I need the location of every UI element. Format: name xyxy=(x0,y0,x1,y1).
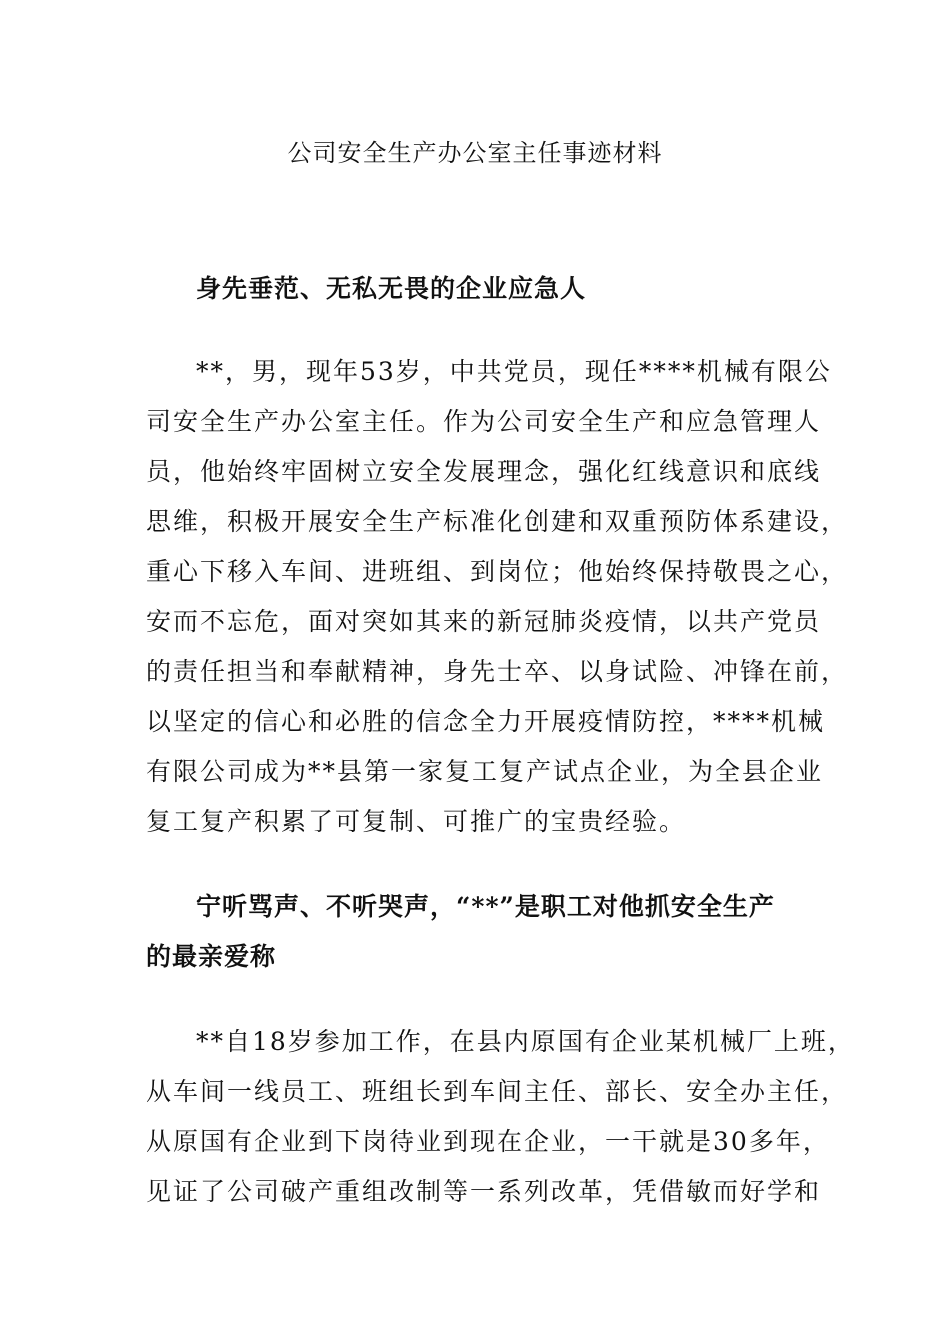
section-1-paragraph-line: 重心下移入车间、进班组、到岗位；他始终保持敬畏之心， xyxy=(146,557,849,586)
section-2-paragraph-line: **自18岁参加工作，在县内原国有企业某机械厂上班， xyxy=(196,1027,855,1056)
section-2-paragraph-line: 从原国有企业到下岗待业到现在企业，一干就是30多年， xyxy=(146,1127,830,1156)
section-1-paragraph-line: 的责任担当和奉献精神，身先士卒、以身试险、冲锋在前， xyxy=(146,657,849,686)
section-2-heading-line: 宁听骂声、不听哭声，“**”是职工对他抓安全生产 xyxy=(196,892,775,921)
section-1-paragraph-line: 以坚定的信心和必胜的信念全力开展疫情防控，****机械 xyxy=(146,707,826,736)
section-1-heading: 身先垂范、无私无畏的企业应急人 xyxy=(196,274,587,303)
section-1-paragraph-line: 有限公司成为**县第一家复工复产试点企业，为全县企业 xyxy=(146,757,824,786)
section-1-paragraph-line: 员，他始终牢固树立安全发展理念，强化红线意识和底线 xyxy=(146,457,822,486)
section-2-paragraph-line: 从车间一线员工、班组长到车间主任、部长、安全办主任， xyxy=(146,1077,849,1106)
section-1-paragraph-line: 安而不忘危，面对突如其来的新冠肺炎疫情，以共产党员 xyxy=(146,607,822,636)
section-1-paragraph-line: 思维，积极开展安全生产标准化创建和双重预防体系建设， xyxy=(146,507,849,536)
section-1-paragraph-line: 复工复产积累了可复制、可推广的宝贵经验。 xyxy=(146,807,687,836)
section-2-heading-line: 的最亲爱称 xyxy=(146,942,277,971)
document-title: 公司安全生产办公室主任事迹材料 xyxy=(287,139,663,167)
section-2-paragraph-line: 见证了公司破产重组改制等一系列改革，凭借敏而好学和 xyxy=(146,1177,822,1206)
section-1-paragraph-line: 司安全生产办公室主任。作为公司安全生产和应急管理人 xyxy=(146,407,822,436)
section-1-paragraph-line: **，男，现年53岁，中共党员，现任****机械有限公 xyxy=(196,357,832,386)
